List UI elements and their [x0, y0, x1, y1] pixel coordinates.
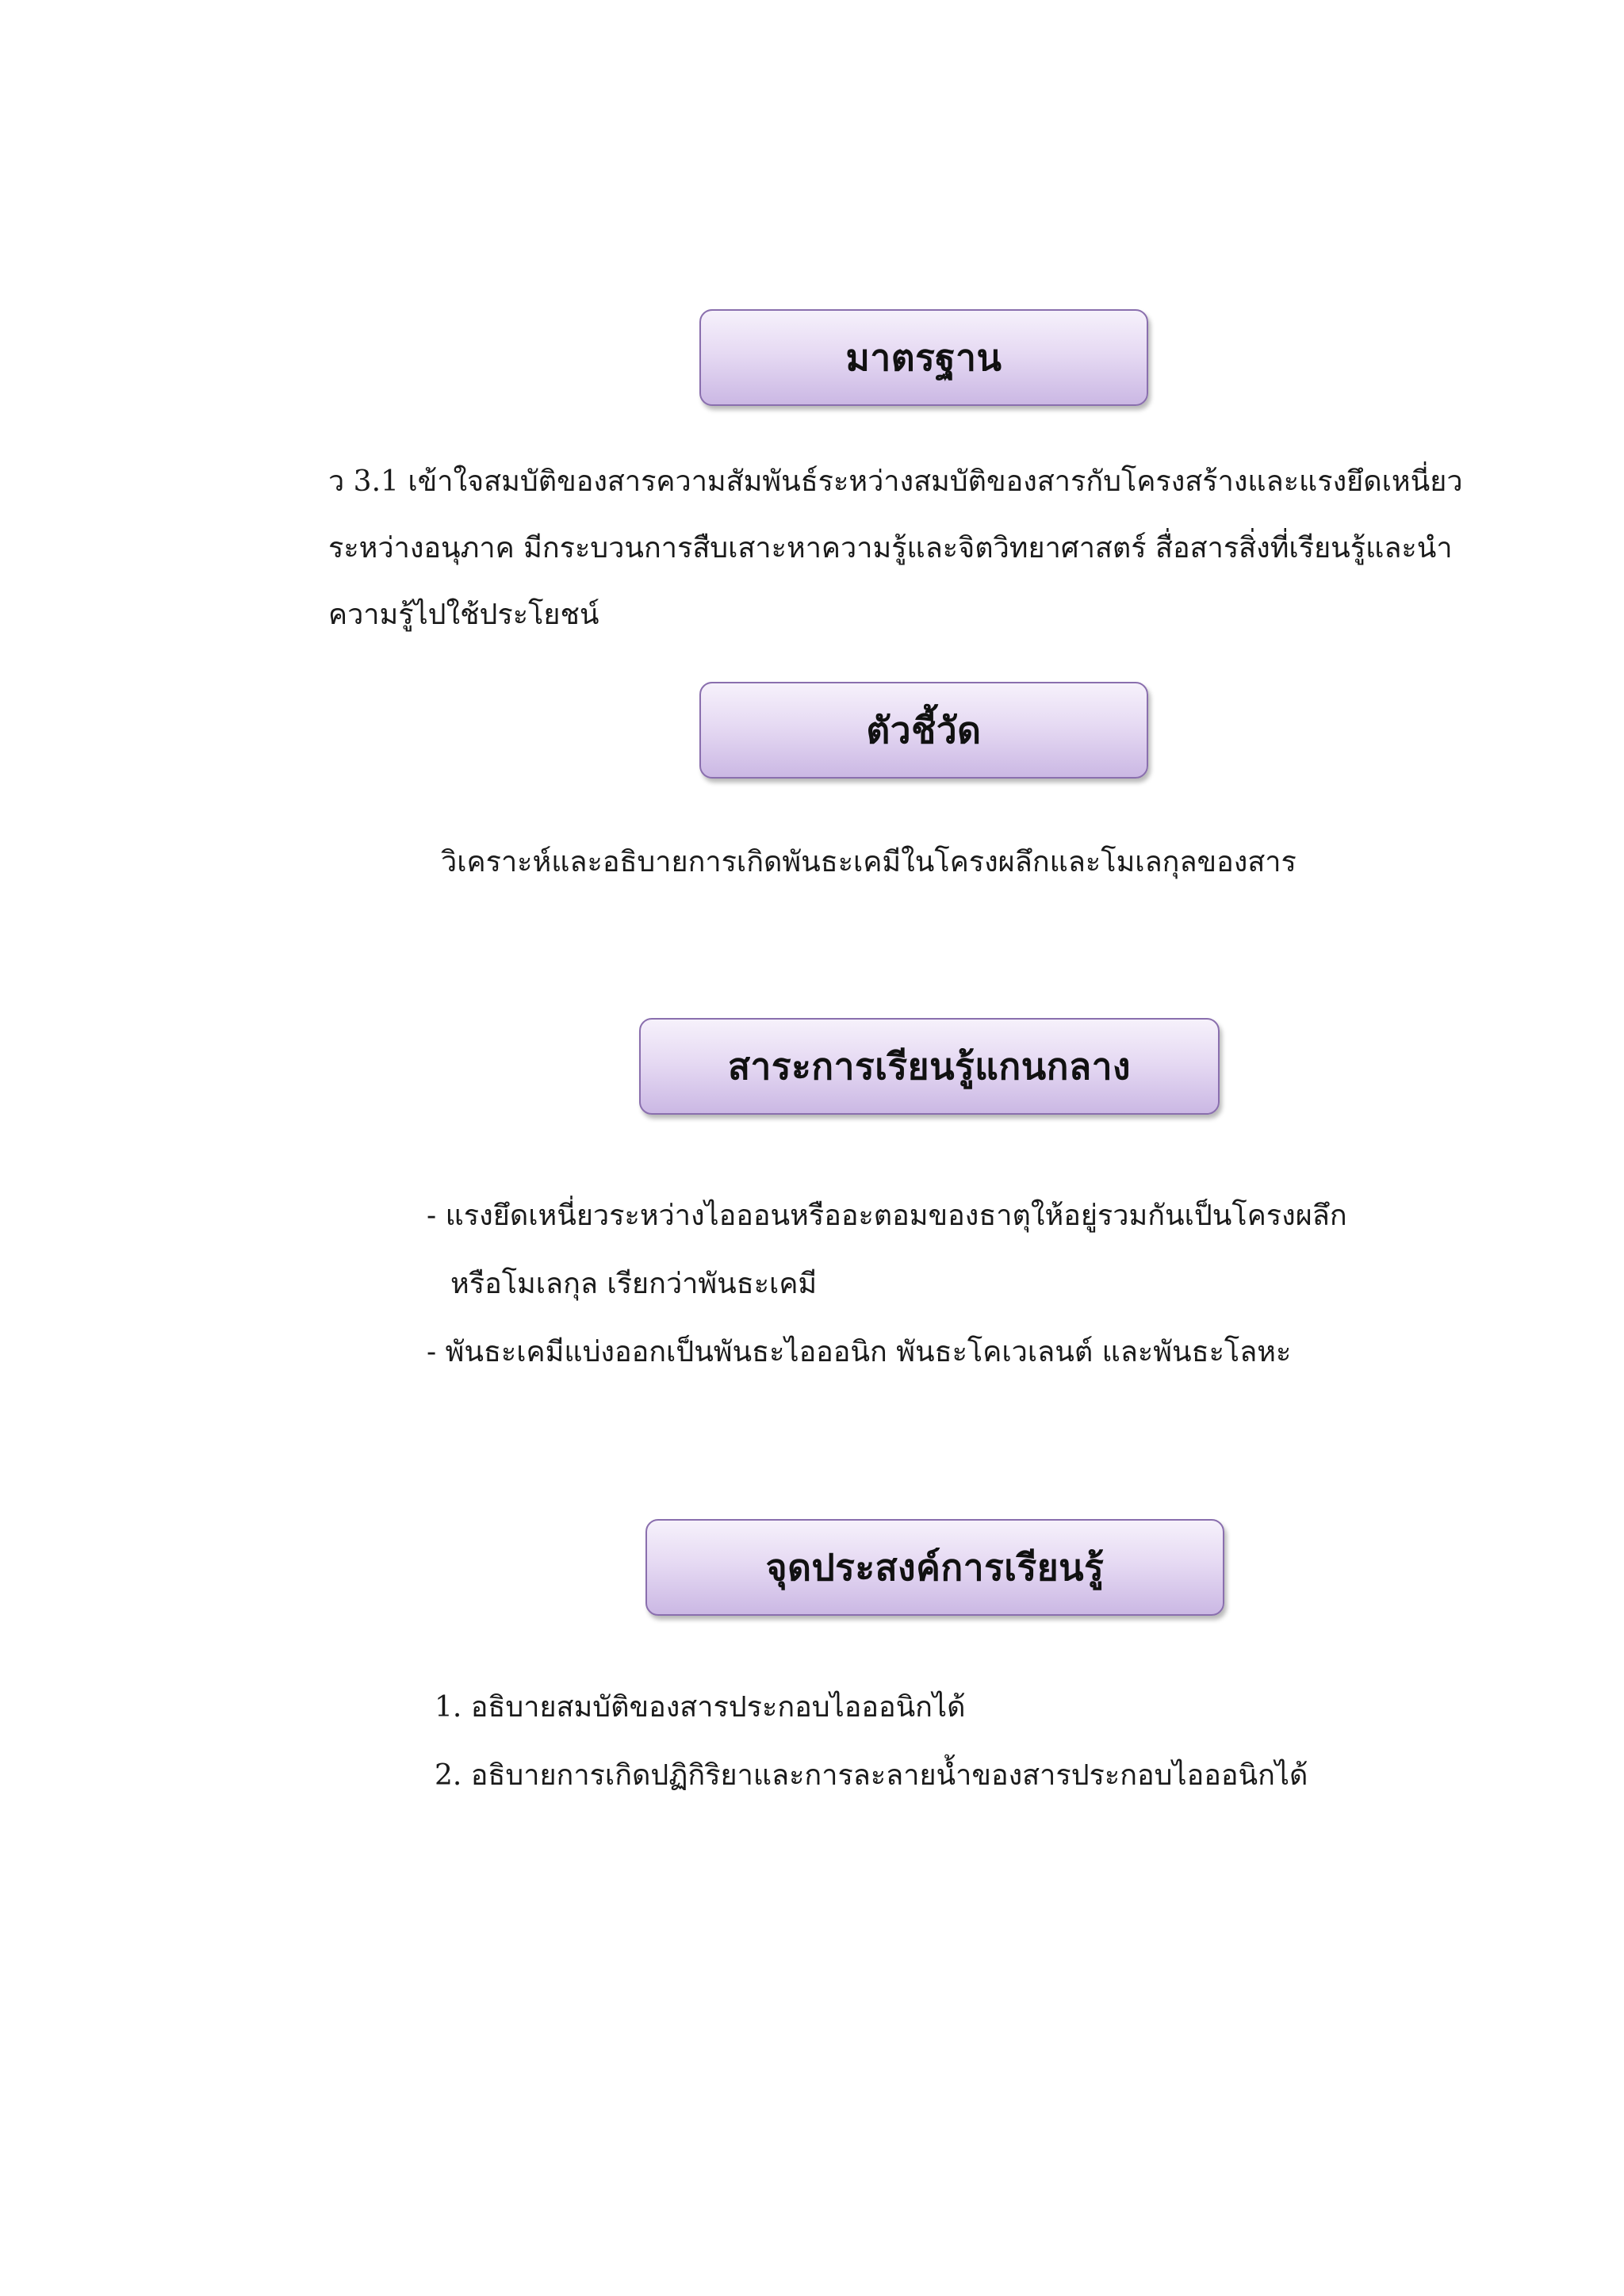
standard-heading-box — [699, 309, 1148, 406]
core-content-heading: สาระการเรียนรู้แกนกลาง — [727, 1044, 1132, 1088]
indicator-text-line-1: วิเคราะห์และอธิบายการเกิดพันธะเคมีในโครงผลึกและโมเลกุลของสาร — [441, 846, 1297, 878]
core-content-heading-box — [639, 1018, 1220, 1115]
indicator-heading-box — [699, 682, 1148, 779]
standard-text-line-2: ระหว่างอนุภาค มีกระบวนการสืบเสาะหาความรู้และจิตวิทยาศาสตร์ สื่อสารสิ่งที่เรียนรู้และนำ — [328, 532, 1453, 564]
standard-text-line-1: ว 3.1 เข้าใจสมบัติของสารความสัมพันธ์ระหว่างสมบัติของสารกับโครงสร้างและแรงยึดเหนี่ยว — [328, 465, 1463, 498]
standard-heading: มาตรฐาน — [845, 335, 1002, 379]
standard-text-line-3: ความรู้ไปใช้ประโยชน์ — [328, 599, 599, 631]
objectives-heading-box — [645, 1519, 1224, 1616]
core-content-text-line-2: หรือโมเลกุล เรียกว่าพันธะเคมี — [450, 1268, 818, 1300]
indicator-heading: ตัวชี้วัด — [866, 708, 982, 752]
objectives-text-line-1: 1. อธิบายสมบัติของสารประกอบไอออนิกได้ — [435, 1691, 966, 1724]
core-content-text-line-3: - พันธะเคมีแบ่งออกเป็นพันธะไอออนิก พันธะโคเวเลนต์ และพันธะโลหะ — [427, 1336, 1292, 1368]
core-content-text-line-1: - แรงยึดเหนี่ยวระหว่างไอออนหรืออะตอมของธาตุให้อยู่รวมกันเป็นโครงผลึก — [427, 1200, 1347, 1232]
objectives-heading: จุดประสงค์การเรียนรู้ — [765, 1545, 1105, 1589]
objectives-text-line-2: 2. อธิบายการเกิดปฏิกิริยาและการละลายน้ำของสารประกอบไอออนิกได้ — [435, 1759, 1308, 1792]
